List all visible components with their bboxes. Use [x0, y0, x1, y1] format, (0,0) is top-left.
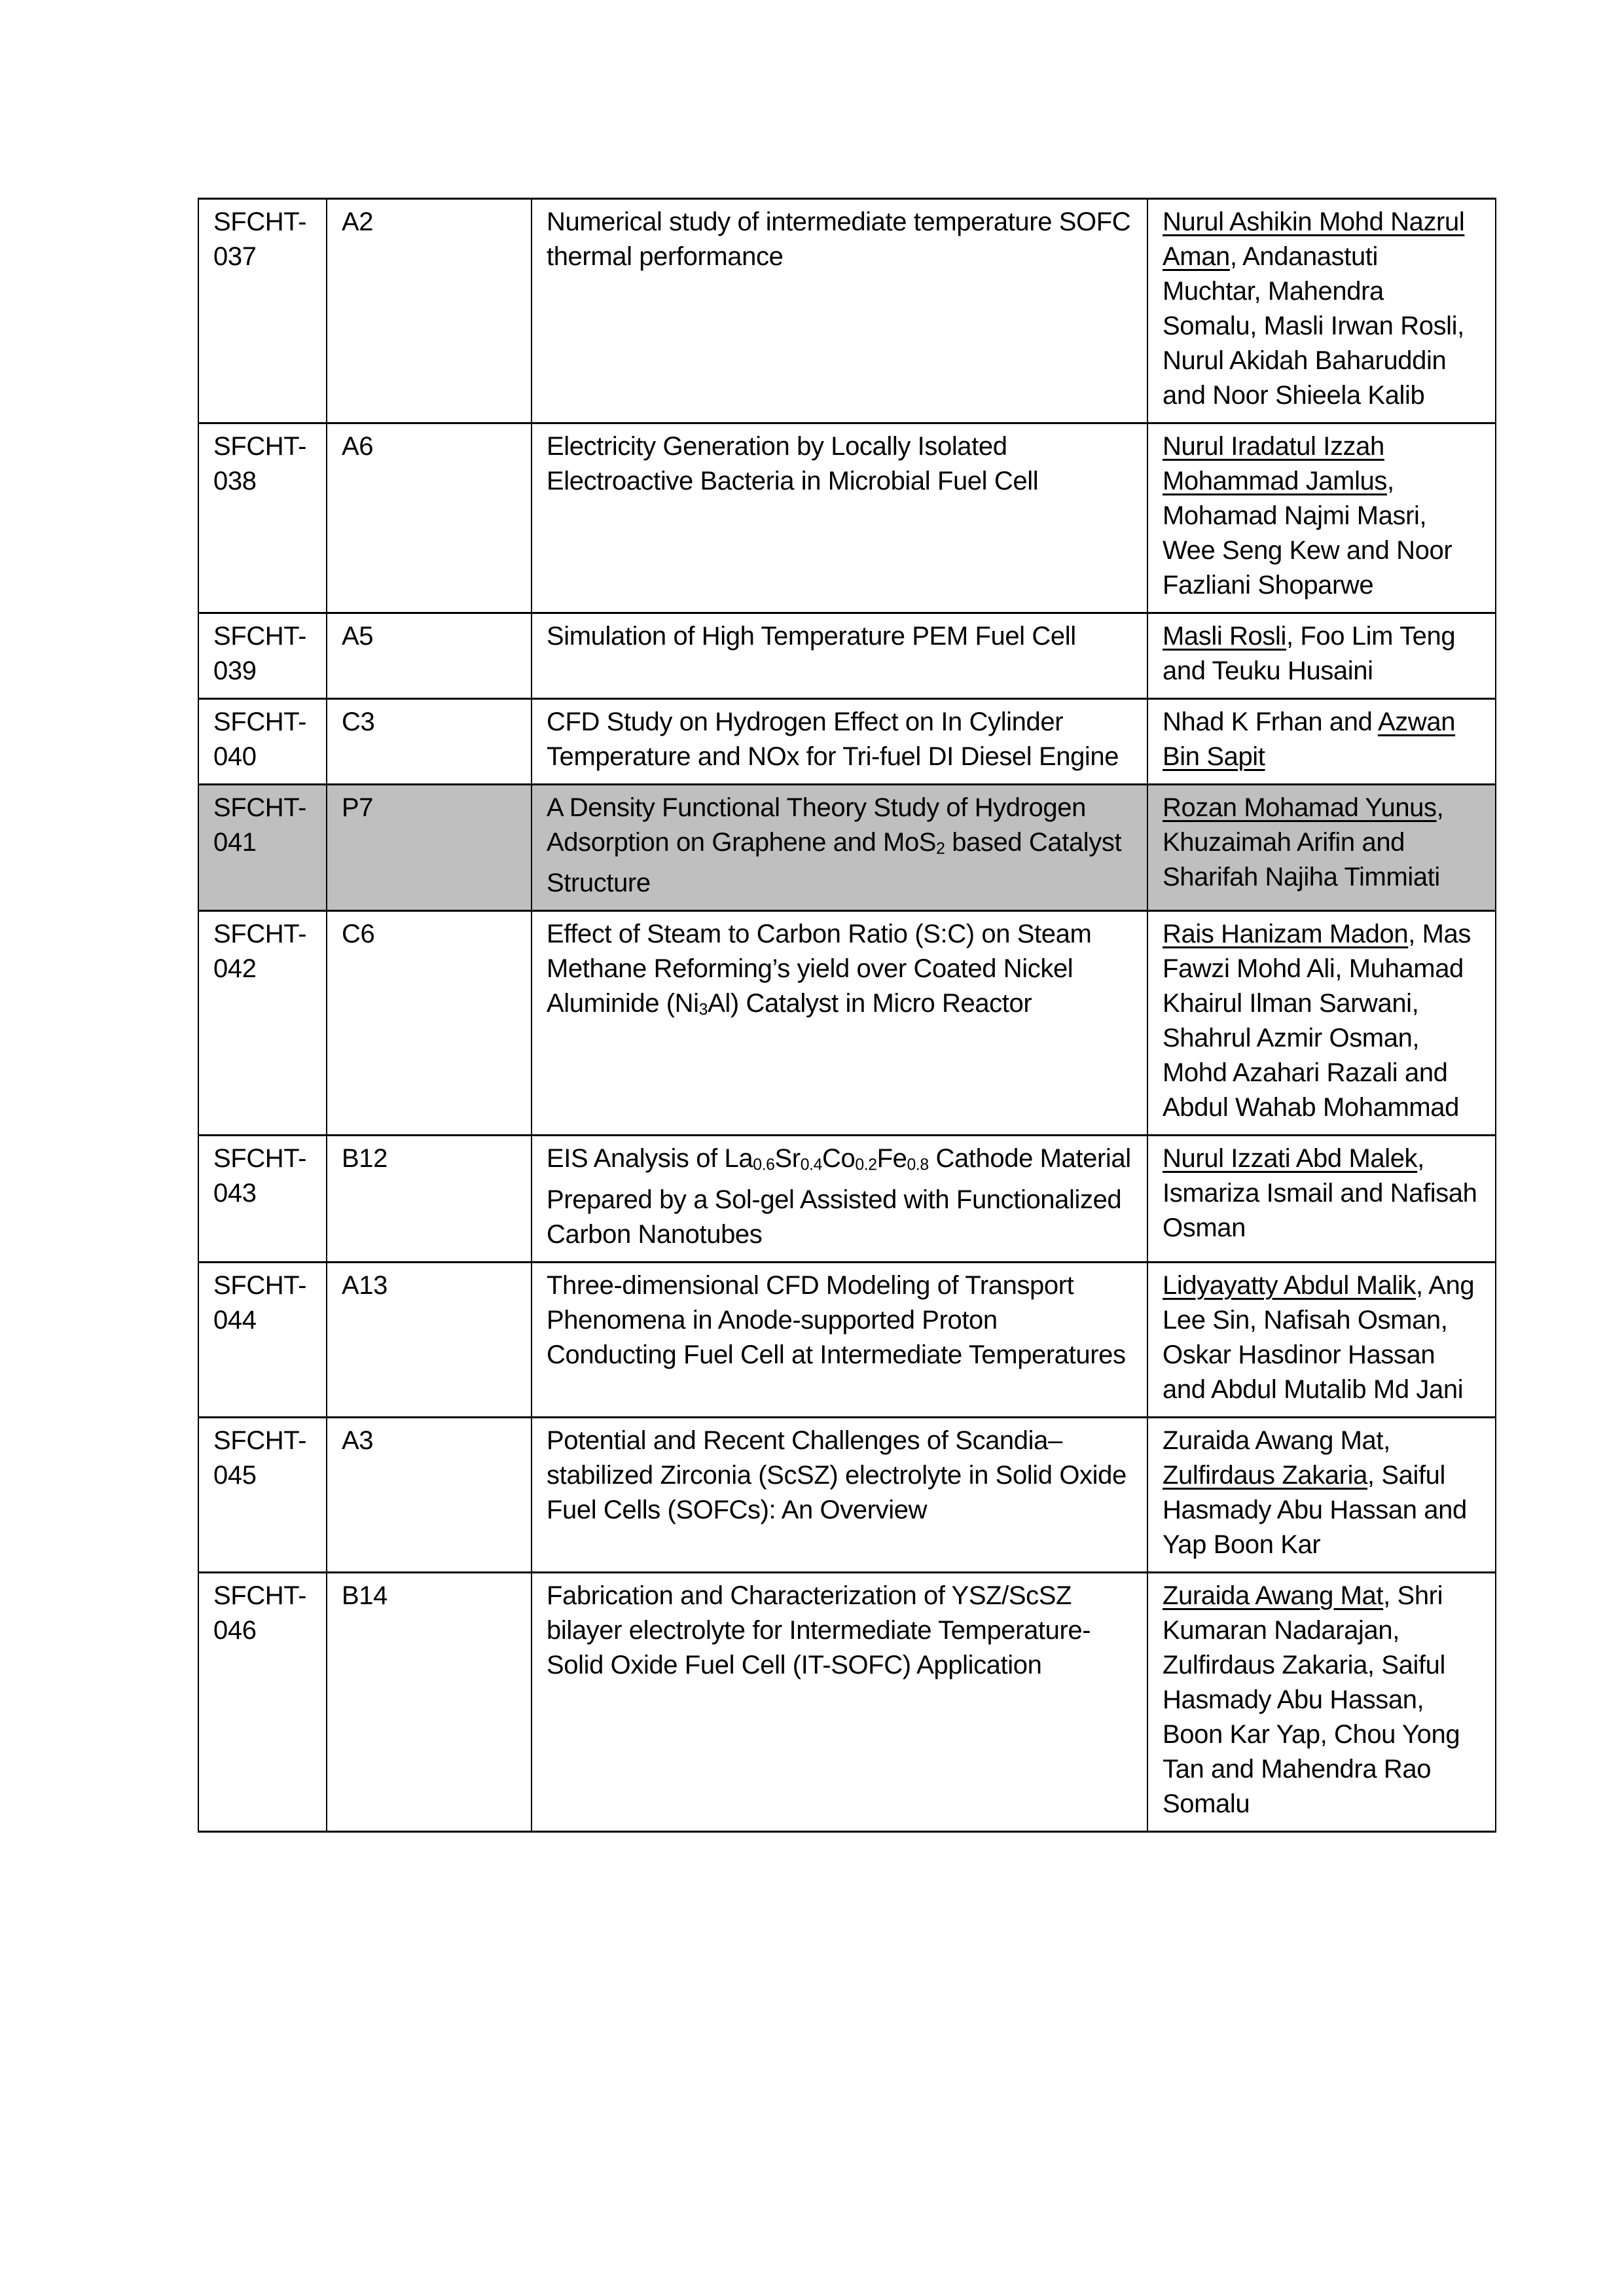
- session-code-cell: A2: [327, 199, 532, 423]
- session-code-cell: B12: [327, 1136, 532, 1262]
- table-row: [198, 613, 1496, 699]
- paper-title-cell: Numerical study of intermediate temperature SOFC thermal performance: [532, 199, 1147, 423]
- paper-id-cell: SFCHT-041: [198, 785, 327, 911]
- authors-cell: Rozan Mohamad Yunus, Khuzaimah Arifin and Sharifah Najiha Timmiati: [1147, 785, 1496, 911]
- conference-papers-table: [198, 198, 1496, 1833]
- table-row-highlighted: [198, 785, 1496, 911]
- authors-cell: Zuraida Awang Mat, Zulfirdaus Zakaria, Saiful Hasmady Abu Hassan and Yap Boon Kar: [1147, 1417, 1496, 1572]
- paper-title-cell: Three-dimensional CFD Modeling of Transport Phenomena in Anode-supported Proton Conducting Fuel Cell at Intermediate Temperatures: [532, 1262, 1147, 1417]
- paper-title-cell: Electricity Generation by Locally Isolated Electroactive Bacteria in Microbial Fuel Cell: [532, 423, 1147, 613]
- session-code-cell: P7: [327, 785, 532, 911]
- authors-cell: Zuraida Awang Mat, Shri Kumaran Nadarajan, Zulfirdaus Zakaria, Saiful Hasmady Abu Hassan, Boon Kar Yap, Chou Yong Tan and Mahendra Rao Somalu: [1147, 1572, 1496, 1831]
- paper-id-cell: SFCHT-038: [198, 423, 327, 613]
- table-row: [198, 1572, 1496, 1831]
- paper-id-cell: SFCHT-037: [198, 199, 327, 423]
- paper-title-cell: CFD Study on Hydrogen Effect on In Cylinder Temperature and NOx for Tri-fuel DI Diesel Engine: [532, 699, 1147, 785]
- session-code-cell: B14: [327, 1572, 532, 1831]
- table-row: [198, 1136, 1496, 1262]
- table-row: [198, 1262, 1496, 1417]
- authors-cell: Nurul Ashikin Mohd Nazrul Aman, Andanastuti Muchtar, Mahendra Somalu, Masli Irwan Rosli, Nurul Akidah Baharuddin and Noor Shieela Kalib: [1147, 199, 1496, 423]
- paper-id-cell: SFCHT-043: [198, 1136, 327, 1262]
- paper-title-cell: Effect of Steam to Carbon Ratio (S:C) on Steam Methane Reforming’s yield over Coated Nickel Aluminide (Ni3Al) Catalyst in Micro Reactor: [532, 911, 1147, 1136]
- session-code-cell: C6: [327, 911, 532, 1136]
- table-row: [198, 199, 1496, 423]
- authors-cell: Lidyayatty Abdul Malik, Ang Lee Sin, Nafisah Osman, Oskar Hasdinor Hassan and Abdul Mutalib Md Jani: [1147, 1262, 1496, 1417]
- session-code-cell: A3: [327, 1417, 532, 1572]
- table-row: [198, 1417, 1496, 1572]
- authors-cell: Nurul Izzati Abd Malek, Ismariza Ismail and Nafisah Osman: [1147, 1136, 1496, 1262]
- table-row: [198, 911, 1496, 1136]
- paper-title-cell: Fabrication and Characterization of YSZ/ScSZ bilayer electrolyte for Intermediate Temperature-Solid Oxide Fuel Cell (IT-SOFC) Application: [532, 1572, 1147, 1831]
- paper-title-cell: Potential and Recent Challenges of Scandia–stabilized Zirconia (ScSZ) electrolyte in Solid Oxide Fuel Cells (SOFCs): An Overview: [532, 1417, 1147, 1572]
- session-code-cell: A13: [327, 1262, 532, 1417]
- paper-id-cell: SFCHT-042: [198, 911, 327, 1136]
- paper-id-cell: SFCHT-046: [198, 1572, 327, 1831]
- paper-title-cell: A Density Functional Theory Study of Hydrogen Adsorption on Graphene and MoS2 based Catalyst Structure: [532, 785, 1147, 911]
- paper-id-cell: SFCHT-045: [198, 1417, 327, 1572]
- authors-cell: Nurul Iradatul Izzah Mohammad Jamlus, Mohamad Najmi Masri, Wee Seng Kew and Noor Fazliani Shoparwe: [1147, 423, 1496, 613]
- authors-cell: Rais Hanizam Madon, Mas Fawzi Mohd Ali, Muhamad Khairul Ilman Sarwani, Shahrul Azmir Osman, Mohd Azahari Razali and Abdul Wahab Mohammad: [1147, 911, 1496, 1136]
- table-row: [198, 699, 1496, 785]
- session-code-cell: C3: [327, 699, 532, 785]
- paper-title-cell: Simulation of High Temperature PEM Fuel Cell: [532, 613, 1147, 699]
- paper-id-cell: SFCHT-040: [198, 699, 327, 785]
- table-row: [198, 423, 1496, 613]
- paper-id-cell: SFCHT-044: [198, 1262, 327, 1417]
- authors-cell: Nhad K Frhan and Azwan Bin Sapit: [1147, 699, 1496, 785]
- authors-cell: Masli Rosli, Foo Lim Teng and Teuku Husaini: [1147, 613, 1496, 699]
- paper-id-cell: SFCHT-039: [198, 613, 327, 699]
- session-code-cell: A6: [327, 423, 532, 613]
- session-code-cell: A5: [327, 613, 532, 699]
- paper-title-cell: EIS Analysis of La0.6Sr0.4Co0.2Fe0.8 Cathode Material Prepared by a Sol-gel Assisted with Functionalized Carbon Nanotubes: [532, 1136, 1147, 1262]
